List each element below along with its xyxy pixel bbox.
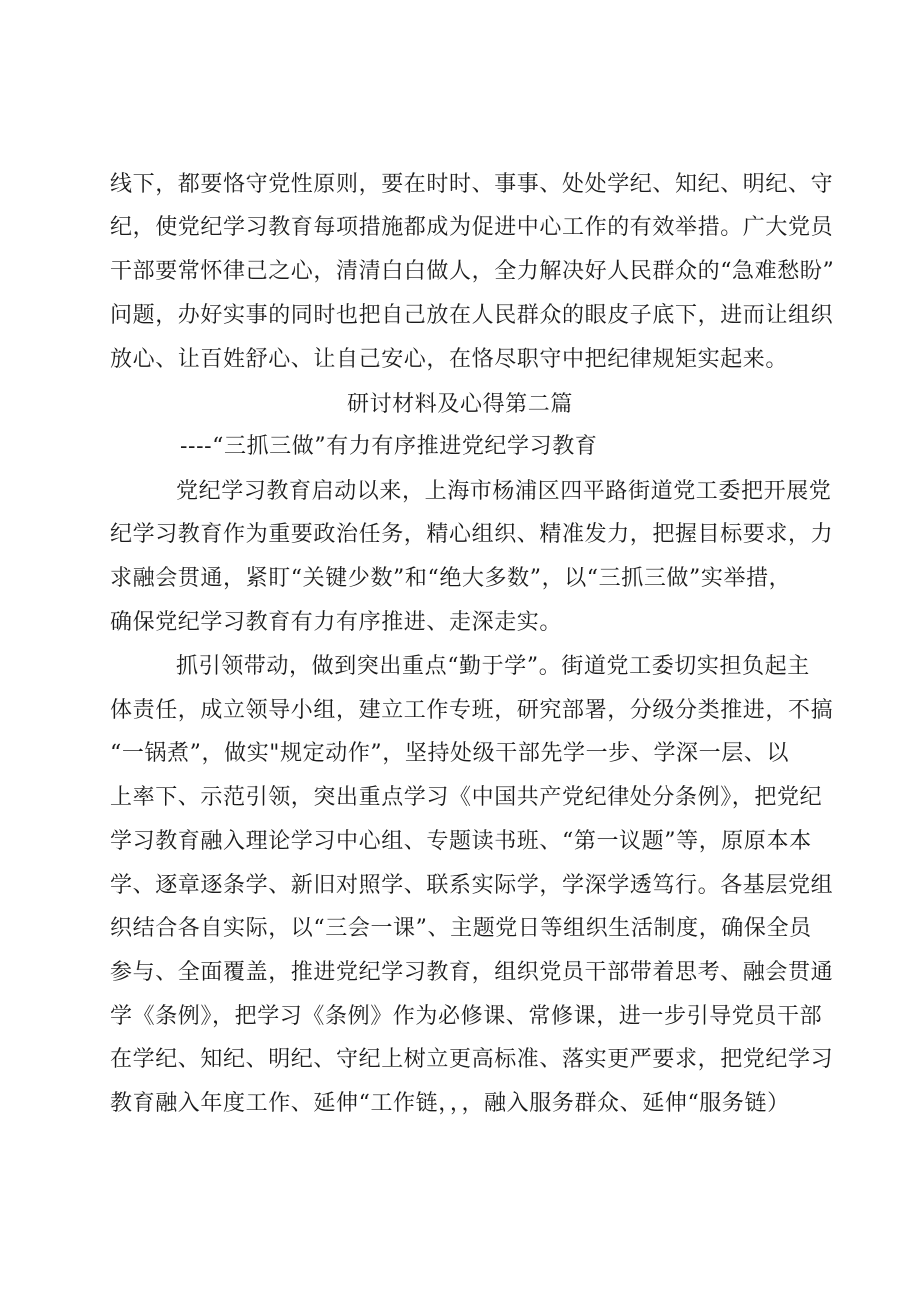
paragraph-line: 教育融入年度工作、延伸“工作链，，，融入服务群众、延伸“服务链）: [110, 1091, 790, 1116]
paragraph-line: 党纪学习教育启动以来，上海市杨浦区四平路街道党工委把开展党: [176, 479, 832, 504]
paragraph-line: 纪，使党纪学习教育每项措施都成为促进中心工作的有效举措。广大党员: [110, 215, 834, 240]
section-title: 研讨材料及心得第二篇: [346, 392, 573, 417]
paragraph-line: 学习教育融入理论学习中心组、专题读书班、“第一议题”等，原原本本: [110, 829, 812, 854]
paragraph-line: 确保党纪学习教育有力有序推进、走深走实。: [110, 610, 563, 635]
paragraph-line: 学《条例》，把学习《条例》作为必修课、常修课，进一步引导党员干部: [110, 1004, 823, 1029]
paragraph-line: 线下，都要恪守党性原则，要在时时、事事、处处学纪、知纪、明纪、守: [110, 172, 834, 197]
paragraph-line: “一锅煮”，做实"规定动作”，坚持处级干部先学一步、学深一层、以: [110, 741, 790, 766]
paragraph-line: 抓引领带动，做到突出重点“勤于学”。街道党工委切实担负起主: [176, 654, 810, 679]
paragraph-line: 体责任，成立领导小组，建立工作专班，研究部署，分级分类推进，不搞: [110, 698, 834, 723]
paragraph-line: 参与、全面覆盖，推进党纪学习教育，组织党员干部带着思考、融会贯通: [110, 960, 834, 985]
paragraph-line: 纪学习教育作为重要政治任务，精心组织、精准发力，把握目标要求，力: [110, 522, 834, 547]
section-subtitle: ----“三抓三做”有力有序推进党纪学习教育: [180, 434, 598, 459]
paragraph-line: 放心、让百姓舒心、让自己安心，在恪尽职守中把纪律规矩实起来。: [110, 347, 789, 372]
paragraph-line: 织结合各自实际，以“三会一课”、主题党日等组织生活制度，确保全员: [110, 916, 812, 941]
paragraph-line: 求融会贯通，紧盯“关键少数”和“绝大多数”，以“三抓三做”实举措，: [110, 566, 792, 591]
paragraph-line: 学、逐章逐条学、新旧对照学、联系实际学，学深学透笃行。各基层党组: [110, 873, 834, 898]
paragraph-line: 问题，办好实事的同时也把自己放在人民群众的眼皮子底下，进而让组织: [110, 303, 834, 328]
paragraph-line: 上率下、示范引领，突出重点学习《中国共产党纪律处分条例》，把党纪: [110, 785, 823, 810]
paragraph-line: 在学纪、知纪、明纪、守纪上树立更高标准、落实更严要求，把党纪学习: [110, 1047, 834, 1072]
paragraph-line: 干部要常怀律己之心，清清白白做人，全力解决好人民群众的“急难愁盼”: [110, 259, 835, 284]
